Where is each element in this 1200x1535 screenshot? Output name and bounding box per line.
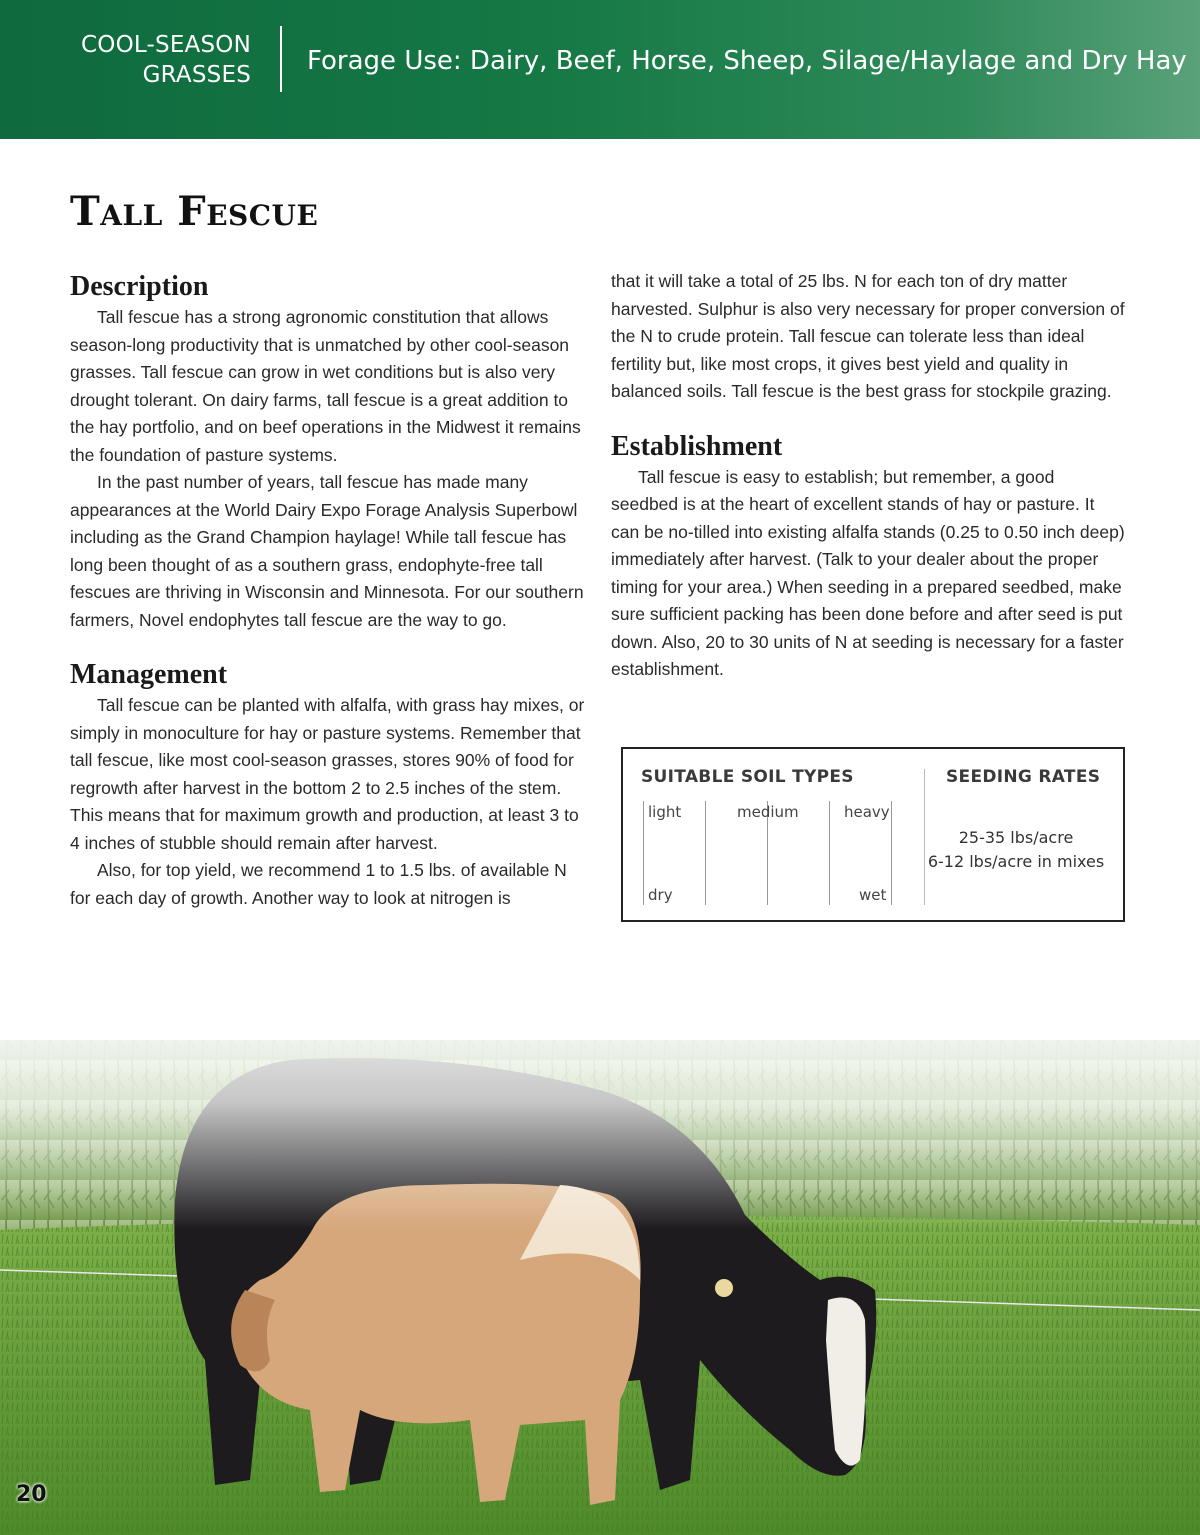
scale-tick <box>891 801 892 905</box>
forage-use-line: Forage Use: Dairy, Beef, Horse, Sheep, Silage/Haylage and Dry Hay <box>307 46 1187 76</box>
texture-label-medium: medium <box>737 803 799 821</box>
management-paragraph-continued: that it will take a total of 25 lbs. N for each ton of dry matter harvested. Sulphur is also very necessary for proper conversion of the N to crude protein. Tall fescue can tolerate less than ideal fertility but, like most crops, it gives best yield and quality in balanced soils. Tall fescue is the best grass for stockpile grazing. <box>611 271 1125 401</box>
scale-tick <box>829 801 830 905</box>
texture-label-heavy: heavy <box>844 803 890 821</box>
seeding-rate-primary: 25-35 lbs/acre <box>958 828 1074 847</box>
management-paragraph: Tall fescue can be planted with alfalfa, with grass hay mixes, or simply in monoculture for hay or pasture systems. Remember that tall fescue, like most cool-season grasses, stores 90% of food for regrowth after harvest in the bottom 2 to 2.5 inches of the stem. This means that for maximum growth and production, at least 3 to 4 inches of stubble should remain after harvest. <box>70 695 585 853</box>
description-paragraph: Tall fescue has a strong agronomic constitution that allows season-long productivity that is unmatched by other cool-season grasses. Tall fescue can grow in wet conditions but is also very drought tolerant. On dairy farms, tall fescue is a great addition to the hay portfolio, and on beef operations in the Midwest it remains the foundation of pasture systems. <box>70 307 581 465</box>
soil-seeding-box <box>621 747 1125 922</box>
section-label-line2: GRASSES <box>142 62 251 88</box>
establishment-heading: Establishment <box>611 430 783 462</box>
section-label-line1: COOL-SEASON <box>81 32 251 58</box>
header-divider <box>280 26 282 92</box>
left-column <box>70 270 588 912</box>
page-number: 20 <box>16 1482 47 1507</box>
cattle-grazing-photo <box>0 980 1200 1535</box>
section-label <box>30 30 251 90</box>
description-heading: Description <box>70 271 209 302</box>
management-paragraph: Also, for top yield, we recommend 1 to 1.5 lbs. of available N for each day of growth. Another way to look at nitrogen is <box>70 860 567 908</box>
management-heading: Management <box>70 659 228 690</box>
establishment-paragraph: Tall fescue is easy to establish; but remember, a good seedbed is at the heart of excellent stands of hay or pasture. It can be no-tilled into existing alfalfa stands (0.25 to 0.50 inch deep) immediately after harvest. (Talk to your dealer about the proper timing for your area.) When seeding in a prepared seedbed, make sure sufficient packing has been done before and after seed is put down. Also, 20 to 30 units of N at seeding is necessary for a faster establishment. <box>611 466 1125 679</box>
seeding-rate-mixes: 6-12 lbs/acre in mixes <box>927 852 1105 871</box>
moisture-label-wet: wet <box>859 886 887 904</box>
header-band <box>0 0 1200 139</box>
scale-tick <box>643 801 644 905</box>
description-paragraph: In the past number of years, tall fescue has made many appearances at the World Dairy Expo Forage Analysis Superbowl including as the Grand Champion haylage! While tall fescue has long been thought of as a southern grass, endophyte-free tall fescues are thriving in Wisconsin and Minnesota. For our southern farmers, Novel endophytes tall fescue are the way to go. <box>70 472 584 630</box>
page-title: Tall Fescue <box>70 188 319 235</box>
box-divider <box>924 769 925 905</box>
texture-label-light: light <box>648 803 682 821</box>
right-column <box>611 268 1125 684</box>
scale-tick <box>705 801 706 905</box>
seeding-rates-heading: SEEDING RATES <box>946 767 1101 787</box>
soil-types-heading: SUITABLE SOIL TYPES <box>641 767 854 787</box>
moisture-label-dry: dry <box>648 886 673 904</box>
